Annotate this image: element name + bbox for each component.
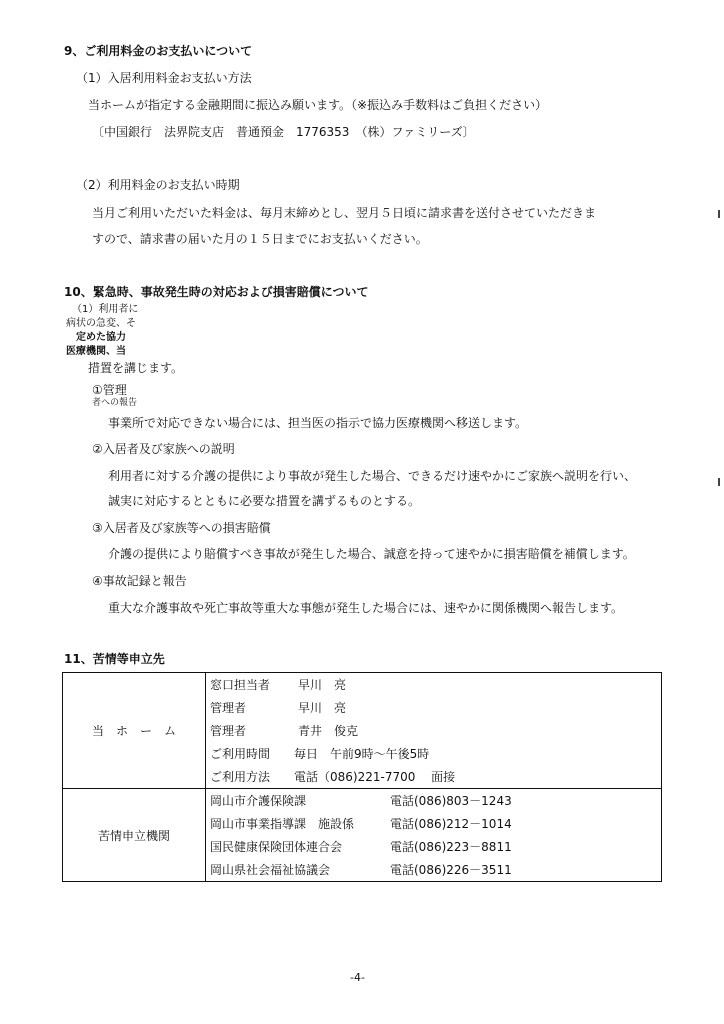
home-row-label: 管理者 — [210, 724, 247, 738]
fragment-2: 病状の急変、そ — [66, 318, 136, 329]
item-2-title: ②入居者及び家族への説明 — [92, 442, 235, 456]
fragment-5: 措置を講じます。 — [88, 361, 184, 375]
item-2-line-1: 利用者に対する介護の提供により事故が発生した場合、できるだけ速やかにご家族へ説明を行い、 — [108, 469, 637, 483]
complaint-row — [210, 858, 661, 881]
home-row — [210, 765, 661, 788]
sub2-title: （2）利用料金のお支払い時期 — [76, 178, 240, 192]
section-9-heading: 9、ご利用料金のお支払いについて — [64, 44, 253, 58]
complaint-tel: 電話(086)803－1243 — [390, 794, 512, 808]
section-11-heading: 11、苦情等申立先 — [64, 652, 165, 666]
home-row-label: ご利用方法 — [210, 770, 271, 784]
item-3-text: 介護の提供により賠償すべき事故が発生した場合、誠意を持って速やかに損害賠償を補償します。 — [108, 547, 635, 561]
home-row — [210, 696, 661, 719]
home-row-value: 早川 亮 — [298, 701, 347, 715]
complaint-org: 岡山県社会福祉協議会 — [210, 863, 331, 877]
item-1-title-a: ①管理 — [92, 383, 127, 397]
complaint-label-cell — [63, 789, 206, 882]
home-row — [210, 673, 661, 696]
home-row-value: 電話（086)221-7700 面接 — [294, 770, 456, 784]
home-row-value: 毎日 午前9時～午後5時 — [294, 747, 430, 761]
fragment-3: 定めた協力 — [76, 332, 126, 343]
sub1-title: （1）入居利用料金お支払い方法 — [76, 71, 252, 85]
bank-account: 〔中国銀行 法界院支店 普通預金 1776353 （株）ファミリーズ〕 — [92, 125, 475, 139]
fragment-4: 医療機関、当 — [66, 346, 126, 357]
item-1-text: 事業所で対応できない場合には、担当医の指示で協力医療機関へ移送します。 — [108, 416, 528, 430]
item-1-title-b: 者への報告 — [92, 398, 138, 408]
sub2-line-2: すので、請求書の届いた月の１５日までにお支払いください。 — [92, 232, 428, 246]
page-number: -4- — [350, 971, 365, 984]
complaint-org: 岡山市介護保険課 — [210, 794, 307, 808]
complaint-tel: 電話(086)223－8811 — [390, 840, 512, 854]
scan-mark — [718, 478, 720, 486]
complaint-row — [210, 835, 661, 858]
home-row-label: 窓口担当者 — [210, 678, 271, 692]
complaint-row — [210, 812, 661, 835]
sub2-line-1: 当月ご利用いただいた料金は、毎月末締めとし、翌月５日頃に請求書を送付させていただきま — [92, 206, 597, 220]
home-row — [210, 742, 661, 765]
item-2-line-2: 誠実に対応するとともに必要な措置を講ずるものとする。 — [108, 494, 421, 508]
home-details-cell — [206, 673, 662, 789]
home-row-value: 青井 俊克 — [298, 724, 359, 738]
complaint-org: 国民健康保険団体連合会 — [210, 840, 343, 854]
home-label-cell — [63, 673, 206, 789]
complaint-org: 岡山市事業指導課 施設係 — [210, 817, 355, 831]
complaint-label: 苦情申立機関 — [97, 828, 170, 843]
scan-mark — [718, 210, 720, 218]
home-label: 当 ホ ー ム — [91, 724, 176, 738]
complaint-row — [210, 789, 661, 812]
complaint-tel: 電話(086)212－1014 — [390, 817, 512, 831]
item-3-title: ③入居者及び家族等への損害賠償 — [92, 521, 271, 535]
home-row-value: 早川 亮 — [298, 678, 347, 692]
section-10-heading: 10、緊急時、事故発生時の対応および損害賠償について — [64, 285, 369, 299]
home-row — [210, 719, 661, 742]
complaint-tel: 電話(086)226－3511 — [390, 863, 512, 877]
sub1-text: 当ホームが指定する金融期間に振込み願います。（※振込み手数料はご負担ください） — [88, 98, 548, 112]
complaint-details-cell — [206, 789, 662, 882]
complaint-contact-table — [62, 672, 662, 882]
home-row-label: 管理者 — [210, 701, 247, 715]
home-row-label: ご利用時間 — [210, 747, 271, 761]
item-4-text: 重大な介護事故や死亡事故等重大な事態が発生した場合には、速やかに関係機関へ報告します。 — [108, 601, 624, 615]
item-4-title: ④事故記録と報告 — [92, 574, 187, 588]
fragment-1: （1）利用者に — [72, 304, 139, 315]
